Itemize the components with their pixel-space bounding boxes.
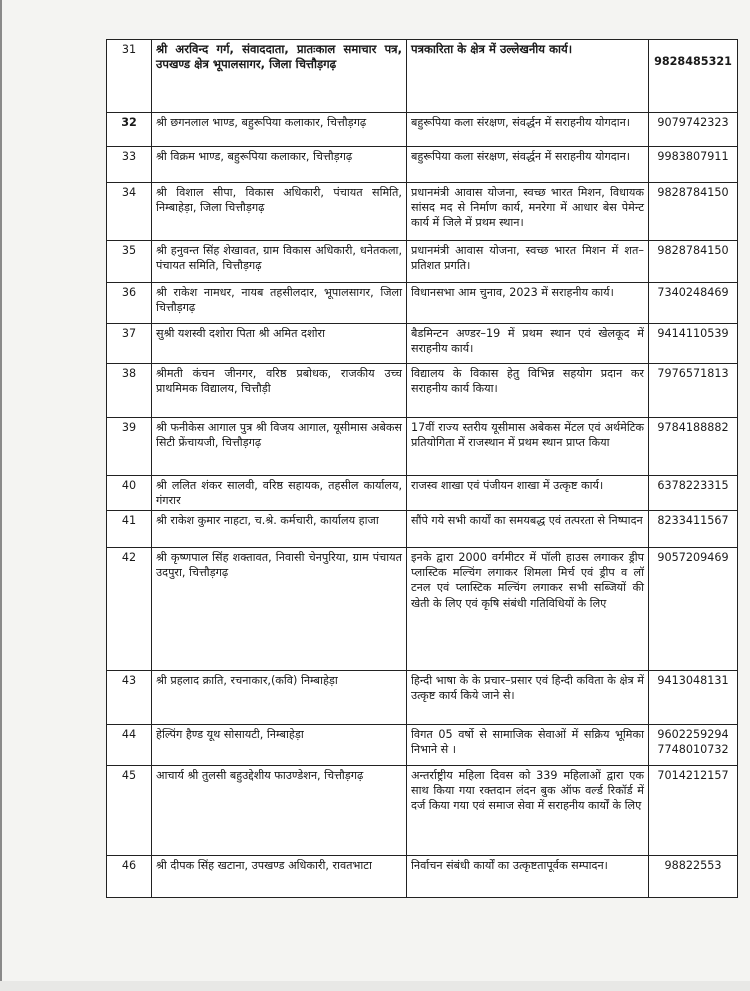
serial-number: 46 bbox=[107, 856, 152, 898]
phone-number bbox=[649, 324, 738, 364]
honoree-name: श्री कृष्णपाल सिंह शक्तावत, निवासी चेनपुरिया, ग्राम पंचायत उदपुरा, चित्तौड़गढ़ bbox=[152, 548, 407, 671]
page-bottom-strip bbox=[0, 981, 750, 991]
honor-reason: बहुरूपिया कला संरक्षण, संवर्द्धन में सराहनीय योगदान। bbox=[407, 147, 649, 183]
serial-number: 35 bbox=[107, 241, 152, 283]
honoree-name: हेल्पिंग हैण्ड यूथ सोसायटी, निम्बाहेड़ा bbox=[152, 725, 407, 766]
table-row bbox=[107, 671, 738, 725]
honoree-name: श्री फनीकेस आगाल पुत्र श्री विजय आगाल, यूसीमास अबेकस सिटी फ्रेंचायजी, चित्तौड़गढ़ bbox=[152, 418, 407, 476]
phone-value: 9828784150 bbox=[657, 244, 729, 257]
phone-value: 7976571813 bbox=[657, 367, 729, 380]
phone-number bbox=[649, 725, 738, 766]
serial-number: 42 bbox=[107, 548, 152, 671]
phone-value: 8233411567 bbox=[657, 514, 729, 527]
phone-value: 6378223315 bbox=[657, 479, 729, 492]
phone-value: 98822553 bbox=[664, 859, 722, 872]
phone-number bbox=[649, 241, 738, 283]
serial-number: 31 bbox=[107, 40, 152, 113]
phone-number bbox=[649, 476, 738, 511]
phone-value: 7748010732 bbox=[657, 743, 729, 757]
honor-reason: राजस्व शाखा एवं पंजीयन शाखा में उत्कृष्ट कार्य। bbox=[407, 476, 649, 511]
honoree-name: श्री छगनलाल भाण्ड, बहुरूपिया कलाकार, चित्तौड़गढ़ bbox=[152, 113, 407, 147]
phone-value: 9828485321 bbox=[654, 55, 732, 68]
phone-number bbox=[649, 856, 738, 898]
phone-number bbox=[649, 766, 738, 856]
phone-number bbox=[649, 283, 738, 324]
table-row bbox=[107, 725, 738, 766]
serial-number: 45 bbox=[107, 766, 152, 856]
serial-number: 38 bbox=[107, 364, 152, 418]
honoree-name: आचार्य श्री तुलसी बहुउद्देशीय फाउण्डेशन, चित्तौड़गढ़ bbox=[152, 766, 407, 856]
table-row bbox=[107, 324, 738, 364]
table-row bbox=[107, 113, 738, 147]
phone-value: 9602259294 bbox=[657, 728, 729, 741]
table-row bbox=[107, 418, 738, 476]
honoree-name: श्रीमती कंचन जीनगर, वरिष्ठ प्रबोधक, राजकीय उच्च प्राथमिमक विद्यालय, चित्तौड़ी bbox=[152, 364, 407, 418]
table-row bbox=[107, 40, 738, 113]
phone-value: 9413048131 bbox=[657, 674, 729, 687]
honor-reason: हिन्दी भाषा के के प्रचार–प्रसार एवं हिन्दी कविता के क्षेत्र में उत्कृष्ट कार्य किये जाने से। bbox=[407, 671, 649, 725]
honoree-name: श्री विशाल सीपा, विकास अधिकारी, पंचायत समिति, निम्बाहेड़ा, जिला चित्तौड़गढ़ bbox=[152, 183, 407, 241]
serial-number: 33 bbox=[107, 147, 152, 183]
phone-number bbox=[649, 364, 738, 418]
phone-number bbox=[649, 511, 738, 548]
phone-value: 9828784150 bbox=[657, 186, 729, 199]
phone-number bbox=[649, 40, 738, 113]
honor-reason: विधानसभा आम चुनाव, 2023 में सराहनीय कार्य। bbox=[407, 283, 649, 324]
phone-number bbox=[649, 548, 738, 671]
honor-reason: प्रधानमंत्री आवास योजना, स्वच्छ भारत मिशन, विधायक सांसद मद से निर्माण कार्य, मनरेगा में आधार बेस पेमेन्ट कार्य में जिले में प्रथम स्थान। bbox=[407, 183, 649, 241]
table-row bbox=[107, 766, 738, 856]
honor-reason: विगत 05 वर्षो से सामाजिक सेवाओं में सक्रिय भूमिका निभाने से । bbox=[407, 725, 649, 766]
phone-number bbox=[649, 671, 738, 725]
honoree-name: श्री हनुवन्त सिंह शेखावत, ग्राम विकास अधिकारी, धनेतकला, पंचायत समिति, चित्तौड़गढ़ bbox=[152, 241, 407, 283]
phone-value: 9983807911 bbox=[657, 150, 729, 163]
honoree-table-body bbox=[107, 40, 738, 898]
serial-number: 44 bbox=[107, 725, 152, 766]
honor-reason: पत्रकारिता के क्षेत्र में उल्लेखनीय कार्य। bbox=[407, 40, 649, 113]
honoree-name: श्री दीपक सिंह खटाना, उपखण्ड अधिकारी, रावतभाटा bbox=[152, 856, 407, 898]
phone-value: 9079742323 bbox=[657, 116, 729, 129]
serial-number: 36 bbox=[107, 283, 152, 324]
honor-reason: बहुरूपिया कला संरक्षण, संवर्द्धन में सराहनीय योगदान। bbox=[407, 113, 649, 147]
phone-number bbox=[649, 418, 738, 476]
honor-reason: विद्यालय के विकास हेतु विभिन्न सहयोग प्रदान कर सराहनीय कार्य किया। bbox=[407, 364, 649, 418]
phone-number bbox=[649, 183, 738, 241]
table-row bbox=[107, 147, 738, 183]
honor-reason: निर्वाचन संबंधी कार्यों का उत्कृष्टतापूर्वक सम्पादन। bbox=[407, 856, 649, 898]
honoree-table bbox=[106, 39, 738, 898]
table-row bbox=[107, 241, 738, 283]
phone-number bbox=[649, 113, 738, 147]
table-row bbox=[107, 476, 738, 511]
honor-reason: बैडमिन्टन अण्डर–19 में प्रथम स्थान एवं खेलकूद में सराहनीय कार्य। bbox=[407, 324, 649, 364]
honoree-name: श्री अरविन्द गर्ग, संवाददाता, प्रातःकाल समाचार पत्र, उपखण्ड क्षेत्र भूपालसागर, जिला चित्तौड़गढ़ bbox=[152, 40, 407, 113]
phone-value: 7014212157 bbox=[657, 769, 729, 782]
serial-number: 34 bbox=[107, 183, 152, 241]
phone-number bbox=[649, 147, 738, 183]
honoree-name: श्री राकेश कुमार नाहटा, च.श्रे. कर्मचारी, कार्यालय हाजा bbox=[152, 511, 407, 548]
honoree-name: श्री विक्रम भाण्ड, बहुरूपिया कलाकार, चित्तौड़गढ़ bbox=[152, 147, 407, 183]
honoree-name: श्री प्रहलाद क्राति, रचनाकार,(कवि) निम्बाहेड़ा bbox=[152, 671, 407, 725]
phone-value: 9784188882 bbox=[657, 421, 729, 434]
serial-number: 40 bbox=[107, 476, 152, 511]
table-row bbox=[107, 548, 738, 671]
phone-value: 9057209469 bbox=[657, 551, 729, 564]
honor-reason: सौंपे गये सभी कार्यों का समयबद्ध एवं तत्परता से निष्पादन bbox=[407, 511, 649, 548]
phone-value: 9414110539 bbox=[657, 327, 729, 340]
honoree-name: श्री राकेश नामधर, नायब तहसीलदार, भूपालसागर, जिला चित्तौड़गढ़ bbox=[152, 283, 407, 324]
honoree-name: सुश्री यशस्वी दशोरा पिता श्री अमित दशोरा bbox=[152, 324, 407, 364]
serial-number: 41 bbox=[107, 511, 152, 548]
table-row bbox=[107, 856, 738, 898]
serial-number: 37 bbox=[107, 324, 152, 364]
phone-value: 7340248469 bbox=[657, 286, 729, 299]
table-row bbox=[107, 283, 738, 324]
honor-reason: इनके द्वारा 2000 वर्गमीटर में पॉली हाउस लगाकर ड्रीप प्लास्टिक मल्चिंग लगाकर शिमला मिर्च एवं ड्रीप व लॉ टनल एवं प्लास्टिक मल्चिंग लगाकर सभी सब्जियों की खेती के लिए एवं कृषि संबंधी गतिविधियों के लिए bbox=[407, 548, 649, 671]
honoree-name: श्री ललित शंकर सालवी, वरिष्ठ सहायक, तहसील कार्यालय, गंगरार bbox=[152, 476, 407, 511]
serial-number: 39 bbox=[107, 418, 152, 476]
table-row bbox=[107, 364, 738, 418]
serial-number: 43 bbox=[107, 671, 152, 725]
serial-number: 32 bbox=[107, 113, 152, 147]
table-row bbox=[107, 511, 738, 548]
table-row bbox=[107, 183, 738, 241]
honor-reason: प्रधानमंत्री आवास योजना, स्वच्छ भारत मिशन में शत–प्रतिशत प्रगति। bbox=[407, 241, 649, 283]
page-left-edge bbox=[0, 0, 2, 991]
honor-reason: 17वीं राज्य स्तरीय यूसीमास अबेकस मेंटल एवं अर्थमेटिक प्रतियोगिता में राजस्थान में प्रथम स्थान प्राप्त किया bbox=[407, 418, 649, 476]
honor-reason: अन्तर्राष्ट्रीय महिला दिवस को 339 महिलाओं द्वारा एक साथ किया गया रक्तदान लंदन बुक ऑफ वर्ल्ड रिकॉर्ड में दर्ज किया गया एवं समाज सेवा में सराहनीय कार्यों के लिए bbox=[407, 766, 649, 856]
